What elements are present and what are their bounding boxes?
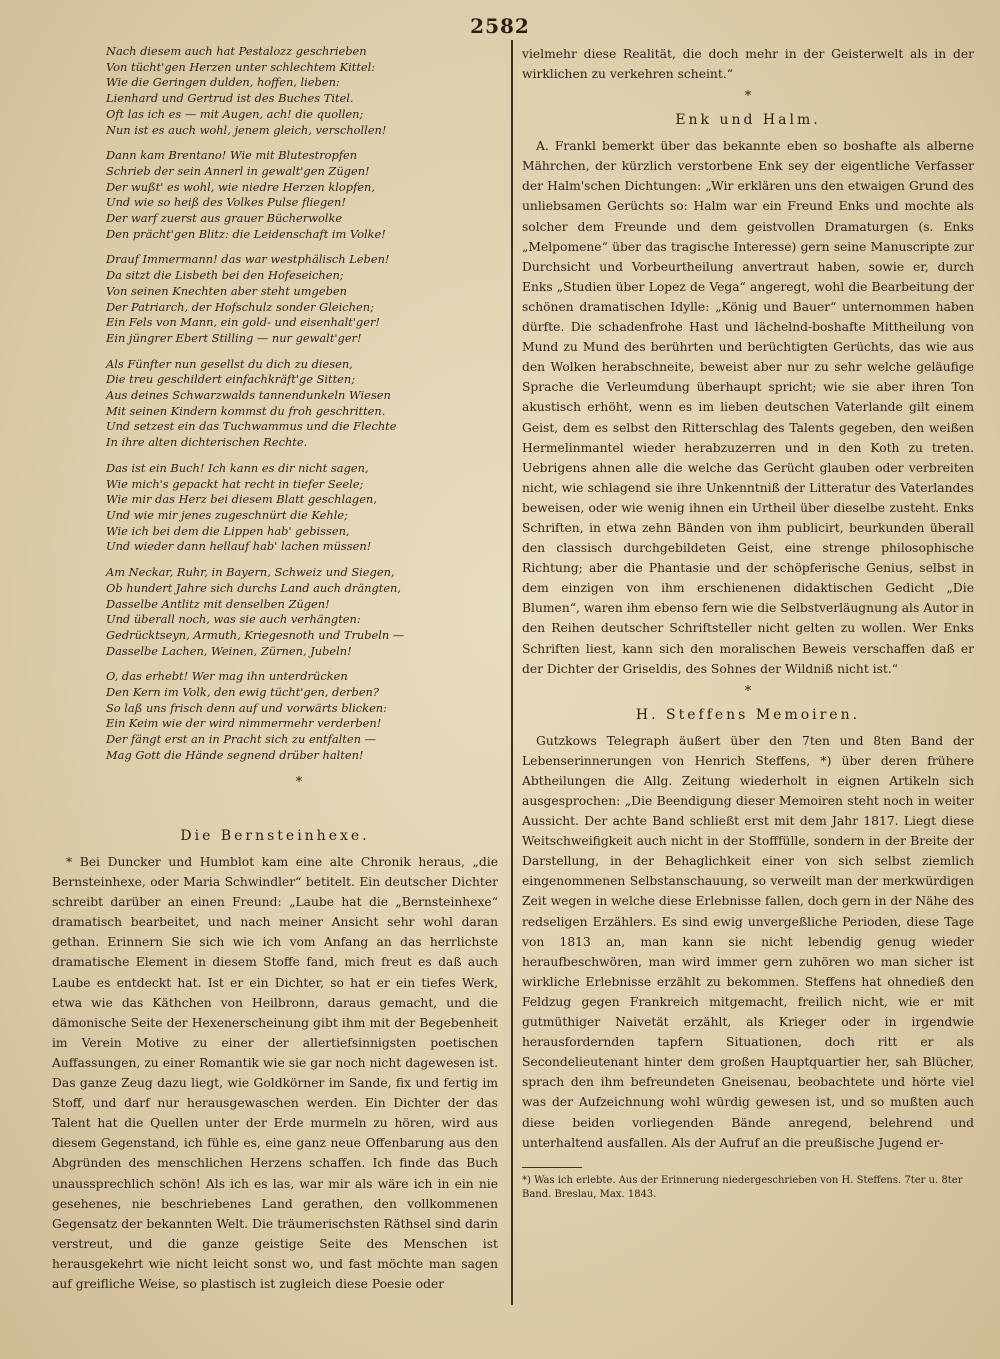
poem-stanza xyxy=(106,44,498,138)
right-column xyxy=(522,44,974,1202)
poem xyxy=(100,44,498,764)
poem-stanza xyxy=(106,461,498,555)
poem-line: Die treu geschildert einfachkräft'ge Sitten; xyxy=(106,372,356,387)
article-continuation xyxy=(522,44,974,84)
poem-line: Ein Fels von Mann, ein gold- und eisenhalt'ger! xyxy=(106,315,380,330)
poem-line: Von seinen Knechten aber steht umgeben xyxy=(106,283,347,298)
poem-line: Schrieb der sein Annerl in gewalt'gen Zügen! xyxy=(106,163,370,178)
poem-line: Da sitzt die Lisbeth bei den Hofeseichen; xyxy=(106,268,344,283)
poem-line: Der fängt erst an in Pracht sich zu entfalten — xyxy=(106,732,376,747)
poem-line: Mit seinen Kindern kommst du froh geschritten. xyxy=(106,403,386,418)
separator-star: * xyxy=(744,89,752,105)
poem-line: Den prächt'gen Blitz: die Leidenschaft im Volke! xyxy=(106,226,386,241)
poem-line: O, das erhebt! Wer mag ihn unterdrücken xyxy=(106,669,348,684)
bernsteinhexe-column xyxy=(52,822,498,1294)
poem-line: Der wußt' es wohl, wie niedre Herzen klopfen, xyxy=(106,179,375,194)
poem-stanza xyxy=(106,252,498,346)
poem-line: Und wie mir jenes zugeschnürt die Kehle; xyxy=(106,507,348,522)
article-paragraph: * Bei Duncker und Humblot kam eine alte Chronik heraus, „die Bernsteinhexe, oder Maria Schwindler“ betitelt. Ein deutscher Dichter schreibt darüber an einen Freund: „Laube hat die „Bernsteinhexe“ dramatisch bearbeitet, und nach meiner Ansicht sehr wohl daran gethan. Erinnern Sie sich wie ich vom Anfang an das herrlichste dramatische Element in diesem Stoffe fand, mich freut es daß auch Laube es entdeckt hat. Ist er ein Dichter, so hat er ein tiefes Werk, etwa wie das Käthchen von Heilbronn, daraus gemacht, und die dämonische Seite der Hexenerscheinung gibt ihm mit der Begebenheit im Verein Motive zu einer der allertiefsinnigsten poetischen Auffassungen, zu einer Romantik wie sie gar noch nicht dagewesen ist. Das ganze Zeug dazu liegt, wie Goldkörner im Sande, fix und fertig im Stoff, und darf nur herausgewaschen werden. Ein Dichter der das Talent hat die Quellen unter der Erde murmeln zu hören, wird aus diesem Gegenstand, ich fühle es, eine ganz neue Offenbarung aus den Abgründen des menschlichen Herzens schaffen. Ich finde das Buch unaussprechlich schön! Als ich es las, war mir als wäre ich in ein nie gesehenes, nie beschriebenes Land gerathen, den vollkommenen Gegensatz der bekannten Welt. Die träumerischsten Räthsel sind darin verstreut, und die ganze geistige Seite des Menschen ist herausgekehrt wie nicht leicht sonst wo, und fast möchte man sagen auf greifliche Weise, so plastisch ist zugleich diese Poesie oder xyxy=(52,855,498,1291)
poem-stanza xyxy=(106,357,498,451)
poem-stanza xyxy=(106,669,498,763)
poem-line: Der Patriarch, der Hofschulz sonder Gleichen; xyxy=(106,299,374,314)
poem-stanza xyxy=(106,565,498,659)
poem-line: Wie mir das Herz bei diesem Blatt geschlagen, xyxy=(106,492,377,507)
separator-star: * xyxy=(295,774,303,790)
poem-line: Als Fünfter nun gesellst du dich zu diesen, xyxy=(106,356,353,371)
poem-line: Dasselbe Antlitz mit denselben Zügen! xyxy=(106,596,330,611)
poem-line: Am Neckar, Ruhr, in Bayern, Schweiz und Siegen, xyxy=(106,565,395,580)
poem-line: Mag Gott die Hände segnend drüber halten! xyxy=(106,747,364,762)
poem-line: So laß uns frisch denn auf und vorwärts blicken: xyxy=(106,700,387,715)
poem-line: Den Kern im Volk, den ewig tücht'gen, derben? xyxy=(106,685,380,700)
poem-line: Ein Keim wie der wird nimmermehr verderben! xyxy=(106,716,382,731)
poem-stanza xyxy=(106,148,498,242)
poem-line: In ihre alten dichterischen Rechte. xyxy=(106,435,308,450)
poem-line: Wie die Geringen dulden, hoffen, lieben: xyxy=(106,75,340,90)
poem-line: Von tücht'gen Herzen unter schlechtem Kittel: xyxy=(106,59,376,74)
poem-line: Wie ich bei dem die Lippen hab' gebissen, xyxy=(106,523,350,538)
poem-line: Ein jüngrer Ebert Stilling — nur gewalt'ger! xyxy=(106,330,362,345)
article-paragraph: vielmehr diese Realität, die doch mehr in der Geisterwelt als in der wirklichen zu verkehren scheint.“ xyxy=(522,47,974,82)
page-number: 2582 xyxy=(470,14,530,38)
article-heading-bernsteinhexe: Die Bernsteinhexe. xyxy=(180,828,370,844)
poem-line: Das ist ein Buch! Ich kann es dir nicht sagen, xyxy=(106,460,369,475)
poem-line: Und wie so heiß des Volkes Pulse fliegen! xyxy=(106,195,346,210)
article-heading-steffens: H. Steffens Memoiren. xyxy=(635,706,861,723)
poem-line: Oft las ich es — mit Augen, ach! die quollen; xyxy=(106,106,364,121)
poem-line: Dann kam Brentano! Wie mit Blutestropfen xyxy=(106,148,358,163)
poem-line: Und überall noch, was sie auch verhängten: xyxy=(106,612,361,627)
poem-line: Der warf zuerst aus grauer Bücherwolke xyxy=(106,211,343,226)
poem-line: Lienhard und Gertrud ist des Buches Titel. xyxy=(106,91,354,106)
article-body-steffens xyxy=(522,731,974,1153)
separator-star: * xyxy=(744,683,752,699)
poem-line: Nun ist es auch wohl, jenem gleich, verschollen! xyxy=(106,122,387,137)
column-divider xyxy=(511,40,513,1305)
article-heading-enk: Enk und Halm. xyxy=(675,112,821,129)
article-body-bernsteinhexe xyxy=(52,852,498,1294)
poem-line: Nach diesem auch hat Pestalozz geschrieben xyxy=(106,44,367,58)
poem-line: Wie mich's gepackt hat recht in tiefer Seele; xyxy=(106,476,364,491)
poem-line: Dasselbe Lachen, Weinen, Zürnen, Jubeln! xyxy=(106,643,352,658)
article-paragraph: A. Frankl bemerkt über das bekannte eben so boshafte als alberne Mährchen, der kürzlich verstorbene Enk sey der eigentliche Verfasser der Halm'schen Dichtungen: „Wir erklären uns den etwaigen Grund des unliebsamen Gerüchts so: Halm war ein Freund Enks und mochte als solcher dem Freunde und dem geistvollen Dramaturgen (s. Enks „Melpomene“ über das tragische Interesse) gern seine Manuscripte zur Durchsicht und Vorbeurtheilung anvertraut haben, sowie er, durch Enks „Studien über Lopez de Vega“ angeregt, wohl die Bearbeitung der schönen dramatischen Idylle: „König und Bauer“ unternommen haben dürfte. Die schadenfrohe Hast und lächelnd-boshafte Mittheilung von Mund zu Mund des berührten und berüchtigten Gerüchts, das wie aus den Wolken herabschneite, beweist aber nur zu sehr welche geläufige Sprache die Verleumdung überhaupt spricht; wie sie aber ihren Ton akustisch erhöht, wenn es im lieben deutschen Vaterlande gilt einem Geist, dem es selbst den Ritterschlag des Talents gegeben, den weißen Hermelinmantel wieder herabzuzerren und in den Koth zu treten. Uebrigens ahnen alle die welche das Gerücht glauben oder verbreiten nicht, wie schlagend sie ihre Unkenntniß der Litteratur des Vaterlandes beweisen, oder wie wenig ihnen ein Urtheil über dieselbe zusteht. Enks Schriften, in etwa zehn Bänden von ihm publicirt, beurkunden überall den classisch durchgebildeten Geist, eine strenge philosophische Richtung; aber die Phantasie und der schöpferische Genius, selbst in dem einzigen von ihm erschienenen didaktischen Gedicht „Die Blumen“, waren ihm ebenso fern wie die Selbstverläugnung als Autor in den Reihen deutscher Schriftsteller nicht gelten zu wollen. Wer Enks Schriften liest, kann sich den moralischen Beweis verschaffen daß er der Dichter der Griseldis, des Sohnes der Wildniß nicht ist.“ xyxy=(522,139,974,676)
poem-line: Gedrücktseyn, Armuth, Kriegesnoth und Trubeln — xyxy=(106,627,405,642)
poem-column xyxy=(100,44,498,796)
footnote: *) Was ich erlebte. Aus der Erinnerung niedergeschrieben von H. Steffens. 7ter u. 8ter Band. Breslau, Max. 1843. xyxy=(522,1174,963,1200)
poem-line: Und wieder dann hellauf hab' lachen müssen! xyxy=(106,539,372,554)
article-body-enk xyxy=(522,136,974,679)
footnote-rule xyxy=(522,1167,582,1168)
poem-line: Drauf Immermann! das war westphälisch Leben! xyxy=(106,252,390,267)
poem-line: Und setzest ein das Tuchwammus und die Flechte xyxy=(106,419,397,434)
poem-line: Ob hundert Jahre sich durchs Land auch drängten, xyxy=(106,580,402,595)
poem-line: Aus deines Schwarzwalds tannendunkeln Wiesen xyxy=(106,388,391,403)
article-paragraph: Gutzkows Telegraph äußert über den 7ten und 8ten Band der Lebenserinnerungen von Henrich Steffens, *) über deren frühere Abtheilungen die Allg. Zeitung wiederholt in eignen Artikeln sich ausgesprochen: „Die Beendigung dieser Memoiren steht noch in weiter Aussicht. Der achte Band schließt erst mit dem Jahr 1817. Liegt diese Weitschweifigkeit auch nicht in der Stofffülle, sondern in der Breite der Darstellung, in der Behaglichkeit einer von sich selbst ziemlich eingenommenen Selbstanschauung, so verweilt man der merkwürdigen Zeit wegen in welche diese Erlebnisse fallen, doch gern in der Nähe des redseligen Erzählers. Es sind ewig unvergeßliche Perioden, diese Tage von 1813 an, man kann sie nicht lebendig genug wieder heraufbeschwören, man wird immer gern zuhören wo man sicher ist wirkliche Erlebnisse erzählt zu bekommen. Steffens hat ohnedieß den Feldzug gegen Frankreich mitgemacht, freilich nicht, wie er mit gutmüthiger Naivetät erzählt, als Krieger oder in irgendwie herausfordernden tapfern Situationen, doch ritt er als Secondelieutenant hinter dem großen Hauptquartier her, sah Blücher, sprach den ihm befreundeten Gneisenau, beobachtete und hörte viel was der Aufzeichnung wohl würdig gewesen ist, und so mußten auch diese beiden vorliegenden Bände anregend, belehrend und unterhaltend ausfallen. Als der Aufruf an die preußische Jugend er- xyxy=(522,733,975,1150)
